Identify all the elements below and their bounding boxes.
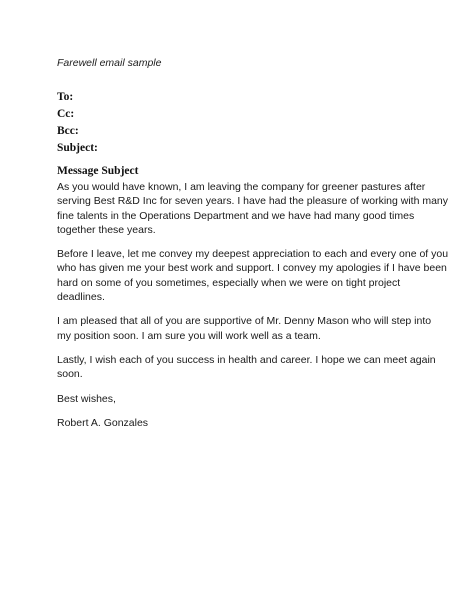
- text-line: Lastly, I wish each of you success in health and career. I hope we can meet again: [57, 353, 436, 366]
- text-line: soon.: [57, 368, 83, 381]
- text-line: together these years.: [57, 223, 156, 236]
- text-line: who has given me your best work and support. I convey my apologies if I have been: [57, 262, 447, 275]
- text-line: Before I leave, let me convey my deepest appreciation to each and every one of you: [57, 248, 449, 261]
- closing-line: [57, 392, 437, 406]
- text-line: As you would have known, I am leaving the company for greener pastures after: [57, 181, 426, 193]
- text-line: Best wishes,: [57, 392, 116, 405]
- to-field-label: To:: [57, 91, 74, 103]
- message-body: [57, 180, 449, 440]
- text-line: serving Best R&D Inc for seven years. I have had the pleasure of working with many: [57, 195, 449, 208]
- document-title: Farewell email sample: [57, 57, 162, 69]
- text-line: my position soon. I am sure you will work well as a team.: [57, 329, 321, 342]
- email-header-fields: [57, 89, 98, 157]
- subject-field-label: Subject:: [57, 142, 98, 154]
- text-line: Robert A. Gonzales: [57, 416, 149, 429]
- paragraph-intro: [57, 180, 449, 237]
- paragraph-wishes: [57, 353, 437, 382]
- cc-field-label: Cc:: [57, 108, 75, 120]
- paragraph-successor: [57, 314, 437, 343]
- text-line: fine talents in the Operations Department and we have had many good times: [57, 209, 415, 222]
- message-subject-heading: Message Subject: [57, 165, 139, 177]
- text-line: I am pleased that all of you are supportive of Mr. Denny Mason who will step into: [57, 315, 432, 328]
- text-line: hard on some of you sometimes, especially when we were on tight project: [57, 276, 401, 289]
- paragraph-appreciation: [57, 247, 449, 304]
- text-line: deadlines.: [57, 291, 105, 304]
- bcc-field-label: Bcc:: [57, 125, 79, 137]
- signature-name: [57, 416, 437, 430]
